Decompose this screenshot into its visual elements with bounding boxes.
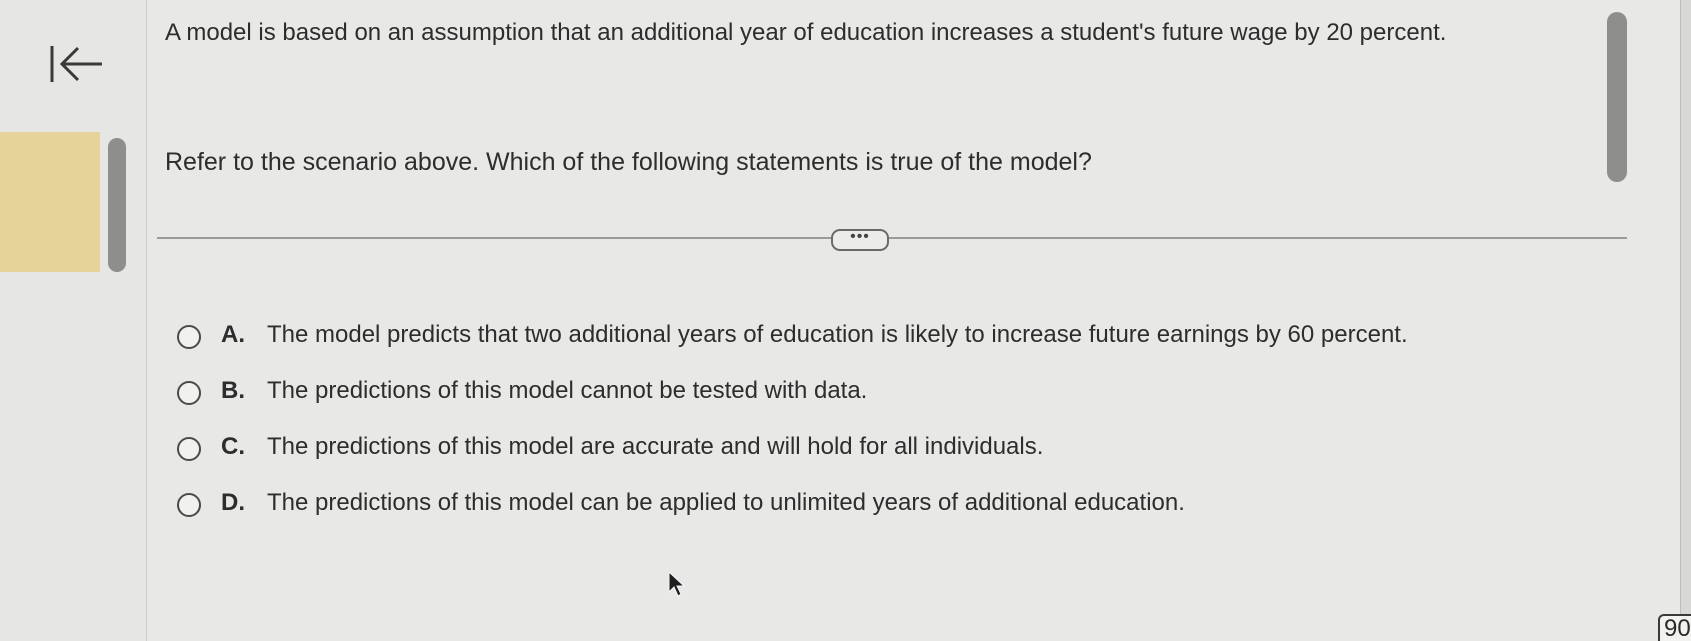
- option-text: The predictions of this model can be applied to unlimited years of additional education.: [267, 489, 1185, 516]
- right-scrollbar-thumb[interactable]: [1607, 12, 1627, 182]
- option-text: The predictions of this model cannot be tested with data.: [267, 377, 868, 404]
- option-text: The predictions of this model are accurate and will hold for all individuals.: [267, 433, 1044, 460]
- scenario-text: A model is based on an assumption that an additional year of education increases a student's future wage by 20 percent.: [165, 19, 1447, 46]
- option-letter: D.: [221, 489, 245, 516]
- option-text: The model predicts that two additional years of education is likely to increase future earnings by 60 percent.: [267, 321, 1408, 348]
- left-panel: [0, 0, 147, 641]
- option-c[interactable]: [177, 432, 1597, 488]
- question-prompt: Refer to the scenario above. Which of the following statements is true of the model?: [165, 148, 1092, 176]
- collapse-left-icon: [48, 38, 110, 90]
- collapse-panel-button[interactable]: [48, 38, 110, 90]
- radio-button-c[interactable]: [177, 437, 201, 461]
- radio-button-b[interactable]: [177, 381, 201, 405]
- radio-button-d[interactable]: [177, 493, 201, 517]
- radio-button-a[interactable]: [177, 325, 201, 349]
- corner-badge: 90: [1658, 614, 1691, 641]
- expand-button[interactable]: •••: [831, 229, 889, 251]
- mouse-pointer-icon: [667, 570, 687, 598]
- option-d[interactable]: [177, 488, 1597, 544]
- option-letter: C.: [221, 433, 245, 460]
- question-panel: [147, 0, 1597, 641]
- window-edge: [1680, 0, 1691, 641]
- option-a[interactable]: [177, 320, 1597, 376]
- answer-options: [177, 320, 1597, 544]
- option-b[interactable]: [177, 376, 1597, 432]
- section-divider: [157, 237, 1627, 239]
- left-highlight-block: [0, 132, 100, 272]
- option-letter: B.: [221, 377, 245, 404]
- option-letter: A.: [221, 321, 245, 348]
- left-scrollbar-thumb[interactable]: [108, 138, 126, 272]
